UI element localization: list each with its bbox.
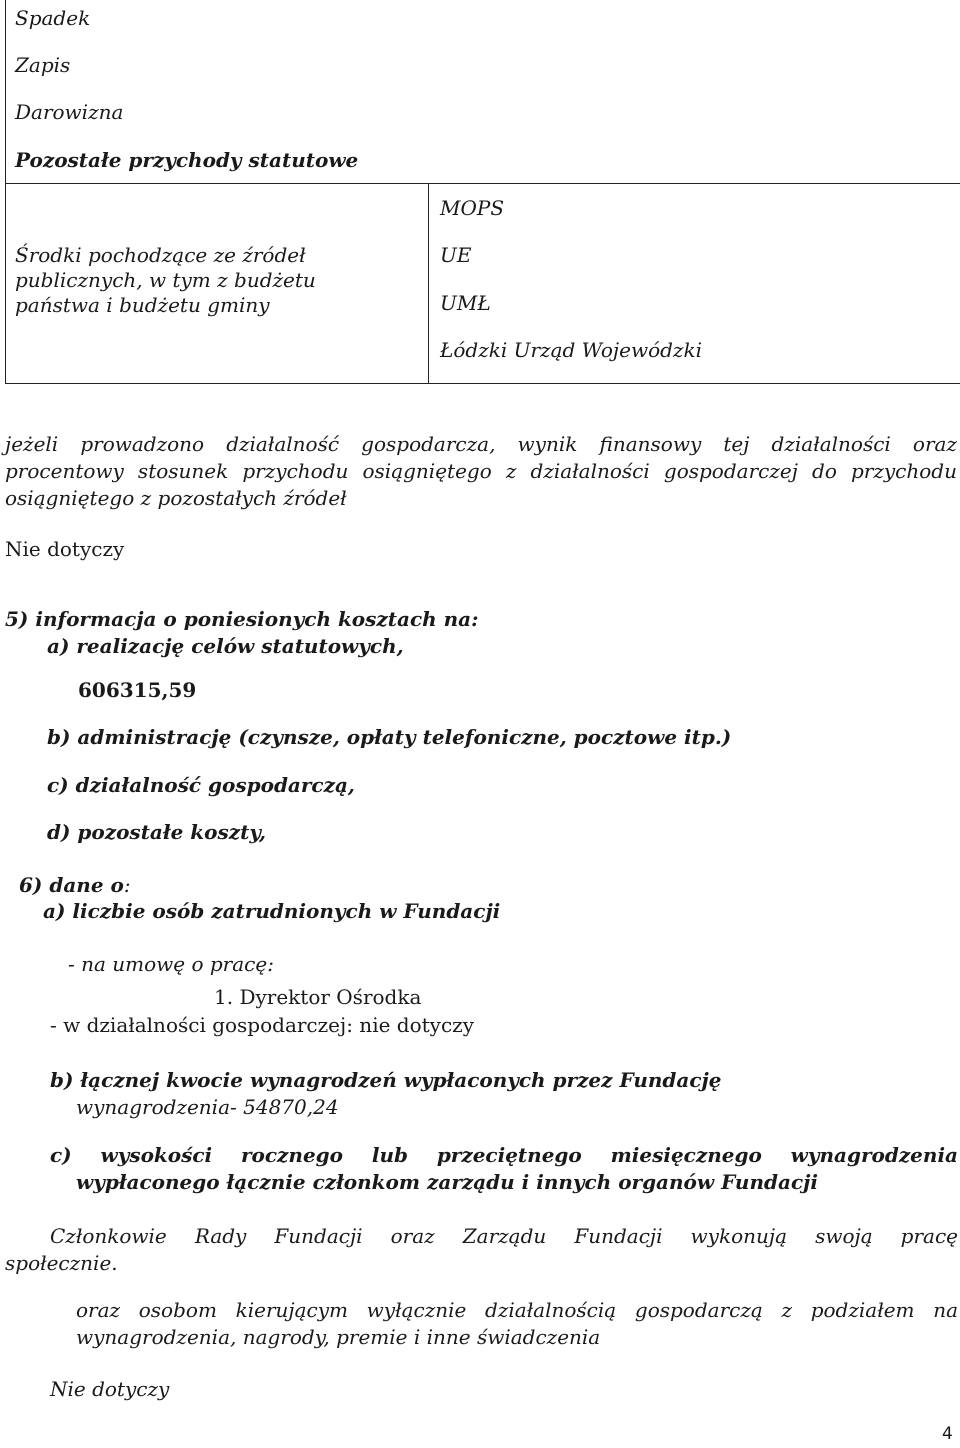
table-column-divider [428,183,429,384]
costs-heading: 5) informacja o poniesionych kosztach na: [5,607,479,631]
source-uml: UMŁ [440,291,491,315]
public-funds-label-line3: państwa i budżetu gminy [15,293,270,317]
managers-salary-answer: Nie dotyczy [50,1377,170,1401]
costs-other: d) pozostałe koszty, [47,820,266,844]
public-funds-label-line1: Środki pochodzące ze źródeł [15,243,306,267]
board-volunteer-line1: Członkowie Rady Fundacji oraz Zarządu Fundacji wykonują swoją pracę [50,1224,958,1248]
board-volunteer-line2: społecznie. [5,1251,118,1275]
data-heading-text: 6) dane o [19,873,124,897]
salaries-total-value: wynagrodzenia- 54870,24 [76,1095,339,1119]
costs-administration: b) administrację (czynsze, opłaty telefoniczne, pocztowe itp.) [47,725,732,749]
table-row-inheritance: Spadek [15,6,91,30]
table-row-donation: Darowizna [15,100,124,124]
business-text-line3: osiągniętego z pozostałych źródeł [5,486,347,510]
costs-statutory: a) realizację celów statutowych, [47,634,404,658]
employee-director: 1. Dyrektor Ośrodka [214,985,422,1009]
source-mops: MOPS [440,196,505,220]
board-salary-heading-line2: wypłaconego łącznie członkom zarządu i innych organów Fundacji [76,1170,818,1194]
managers-salary-line1: oraz osobom kierującym wyłącznie działalnością gospodarczą z podziałem na [76,1298,958,1322]
table-row-bequest: Zapis [15,53,71,77]
managers-salary-line2: wynagrodzenia, nagrody, premie i inne świadczenia [76,1325,601,1349]
source-voivodeship-office: Łódzki Urząd Wojewódzki [440,338,702,362]
table-row-statutory-income: Pozostałe przychody statutowe [15,148,359,172]
employment-contract: - na umowę o pracę: [68,952,274,976]
public-funds-label-line2: publicznych, w tym z budżetu [15,268,316,292]
business-text-line1: jeżeli prowadzono działalność gospodarcza, wynik finansowy tej działalności oraz [5,432,957,456]
page-number: 4 [942,1424,953,1444]
data-heading [19,873,131,897]
data-heading-colon: : [123,873,131,897]
data-employees-count: a) liczbie osób zatrudnionych w Fundacji [43,899,501,923]
board-salary-heading-line1: c) wysokości rocznego lub przeciętnego miesięcznego wynagrodzenia [50,1143,958,1167]
business-answer: Nie dotyczy [5,537,125,561]
costs-statutory-value: 606315,59 [78,678,197,702]
table-divider [5,183,960,184]
business-text-line2: procentowy stosunek przychodu osiągniętego z działalności gospodarczej do przychodu [5,459,957,483]
salaries-total-heading: b) łącznej kwocie wynagrodzeń wypłaconych przez Fundację [50,1068,722,1092]
employees-in-business: - w działalności gospodarczej: nie dotyczy [50,1013,474,1037]
income-table [5,0,960,384]
costs-business: c) działalność gospodarczą, [47,773,355,797]
source-ue: UE [440,243,472,267]
